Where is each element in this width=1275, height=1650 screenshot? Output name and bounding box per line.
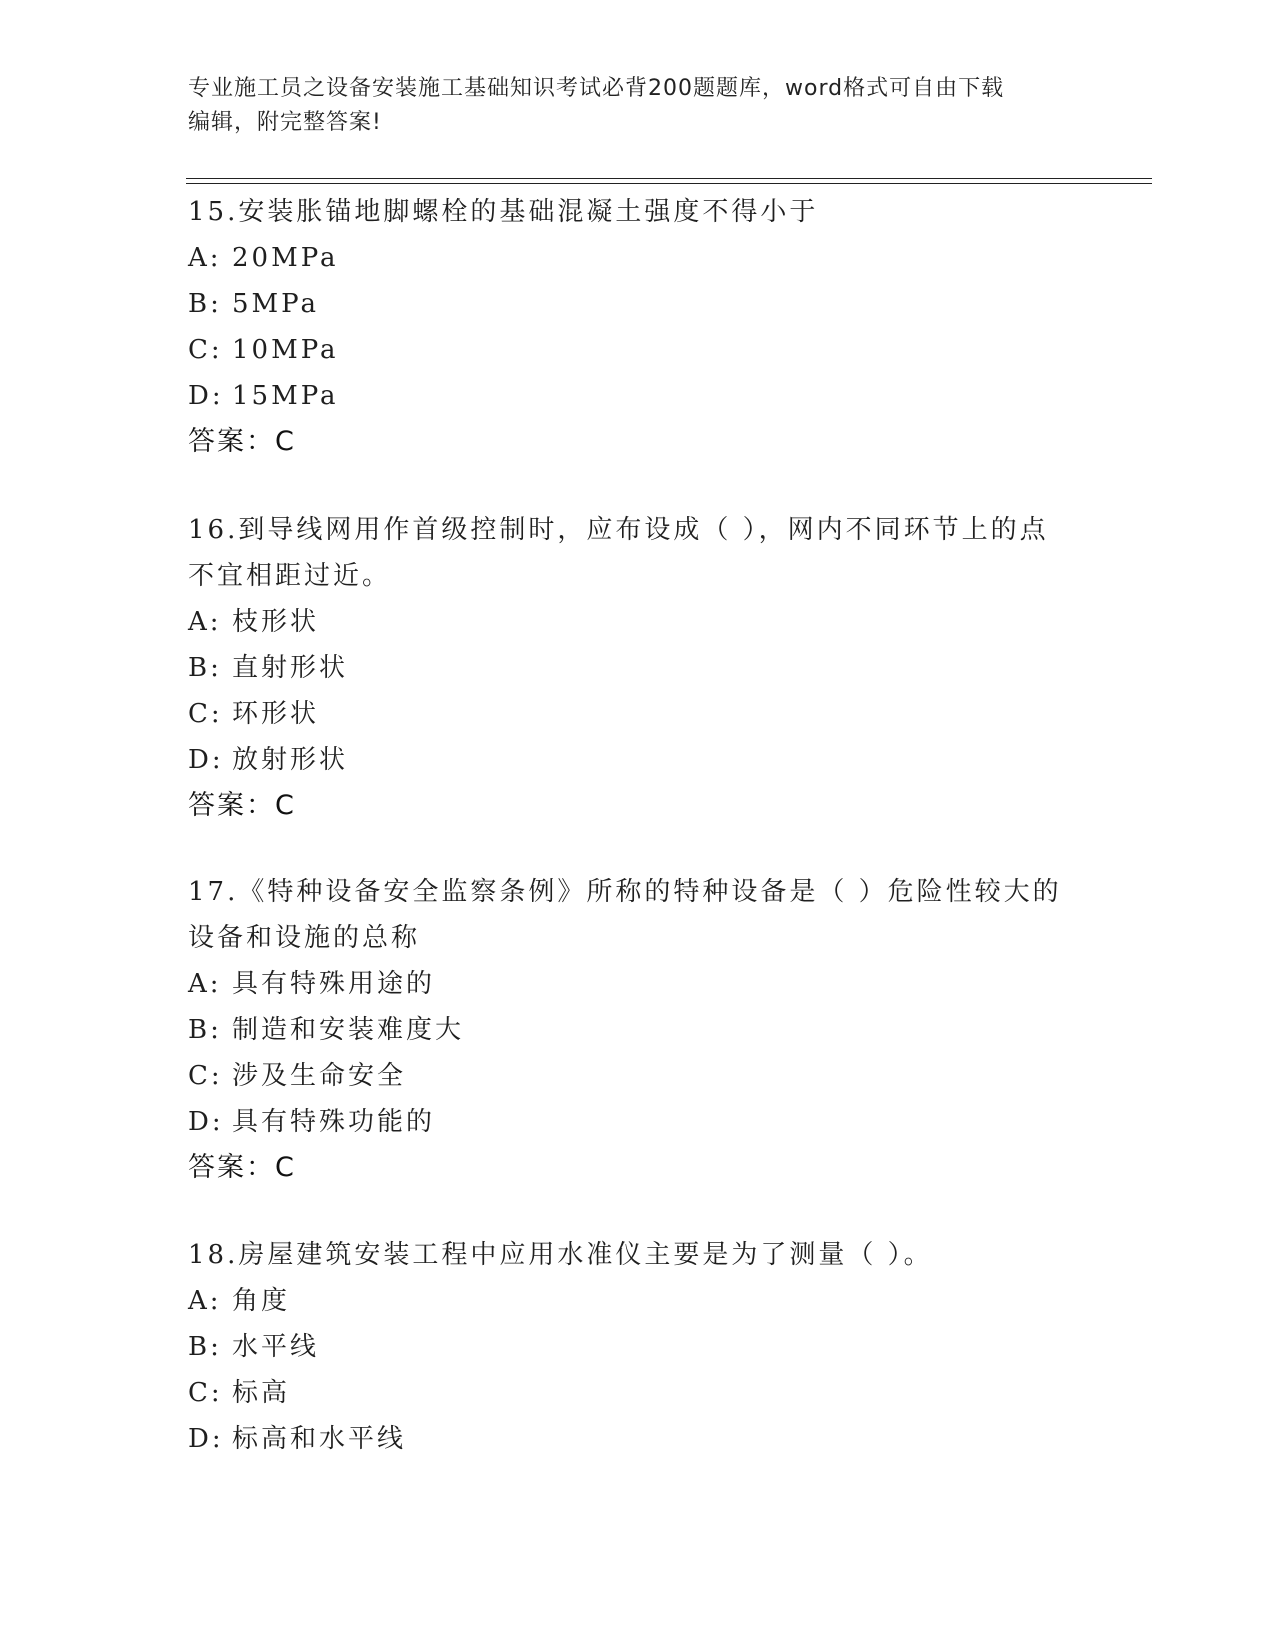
option-text: 20MPa (232, 243, 339, 273)
option-text: 10MPa (232, 335, 339, 365)
option-d (188, 737, 1068, 783)
option-letter: D: (188, 1424, 224, 1454)
answer-line: 答案：C (188, 1152, 296, 1183)
option-text: 涉及生命安全 (232, 1061, 407, 1091)
header-line-1: 专业施工员之设备安装施工基础知识考试必背200题题库，word格式可自由下载 (188, 76, 1005, 101)
option-text: 角度 (232, 1286, 291, 1316)
option-a (188, 961, 1068, 1007)
option-d (188, 1099, 1068, 1145)
document-header (188, 72, 1088, 140)
option-letter: C: (188, 1378, 223, 1408)
option-letter: C: (188, 335, 223, 365)
option-text: 直射形状 (232, 653, 349, 683)
option-letter: D: (188, 745, 224, 775)
option-c (188, 691, 1068, 737)
option-text: 放射形状 (232, 745, 349, 775)
option-c (188, 1053, 1068, 1099)
question-stem: 16.到导线网用作首级控制时，应布设成（ ），网内不同环节上的点不宜相距过近。 (188, 515, 1049, 591)
question-stem: 15.安装胀锚地脚螺栓的基础混凝土强度不得小于 (188, 197, 819, 227)
question-17 (188, 869, 1068, 1191)
option-text: 15MPa (232, 381, 339, 411)
option-b (188, 281, 1068, 327)
option-letter: C: (188, 699, 223, 729)
option-text: 具有特殊功能的 (232, 1107, 436, 1137)
header-divider-top (186, 178, 1152, 179)
option-letter: A: (188, 243, 222, 273)
answer-line: 答案：C (188, 790, 296, 821)
option-letter: D: (188, 1107, 224, 1137)
option-text: 5MPa (232, 289, 319, 319)
header-line-2: 编辑，附完整答案! (188, 110, 382, 135)
option-text: 具有特殊用途的 (232, 969, 436, 999)
option-letter: A: (188, 1286, 222, 1316)
option-letter: B: (188, 653, 222, 683)
option-b (188, 1007, 1068, 1053)
option-b (188, 645, 1068, 691)
option-text: 环形状 (232, 699, 320, 729)
header-divider-bottom (186, 183, 1152, 184)
question-16 (188, 507, 1068, 829)
option-text: 水平线 (232, 1332, 320, 1362)
question-stem: 18.房屋建筑安装工程中应用水准仪主要是为了测量（ ）。 (188, 1240, 933, 1270)
option-letter: B: (188, 1015, 222, 1045)
option-a (188, 235, 1068, 281)
option-a (188, 599, 1068, 645)
option-text: 标高和水平线 (232, 1424, 407, 1454)
option-letter: B: (188, 1332, 222, 1362)
option-text: 枝形状 (232, 607, 320, 637)
option-letter: D: (188, 381, 224, 411)
option-a (188, 1278, 1068, 1324)
option-c (188, 1370, 1068, 1416)
question-15 (188, 189, 1068, 465)
option-letter: A: (188, 969, 222, 999)
option-text: 制造和安装难度大 (232, 1015, 465, 1045)
option-text: 标高 (232, 1378, 291, 1408)
option-letter: A: (188, 607, 222, 637)
option-c (188, 327, 1068, 373)
option-d (188, 373, 1068, 419)
option-letter: B: (188, 289, 222, 319)
answer-line: 答案：C (188, 426, 296, 457)
question-18 (188, 1232, 1068, 1462)
option-letter: C: (188, 1061, 223, 1091)
option-b (188, 1324, 1068, 1370)
option-d (188, 1416, 1068, 1462)
question-stem: 17.《特种设备安全监察条例》所称的特种设备是（ ）危险性较大的设备和设施的总称 (188, 877, 1062, 953)
